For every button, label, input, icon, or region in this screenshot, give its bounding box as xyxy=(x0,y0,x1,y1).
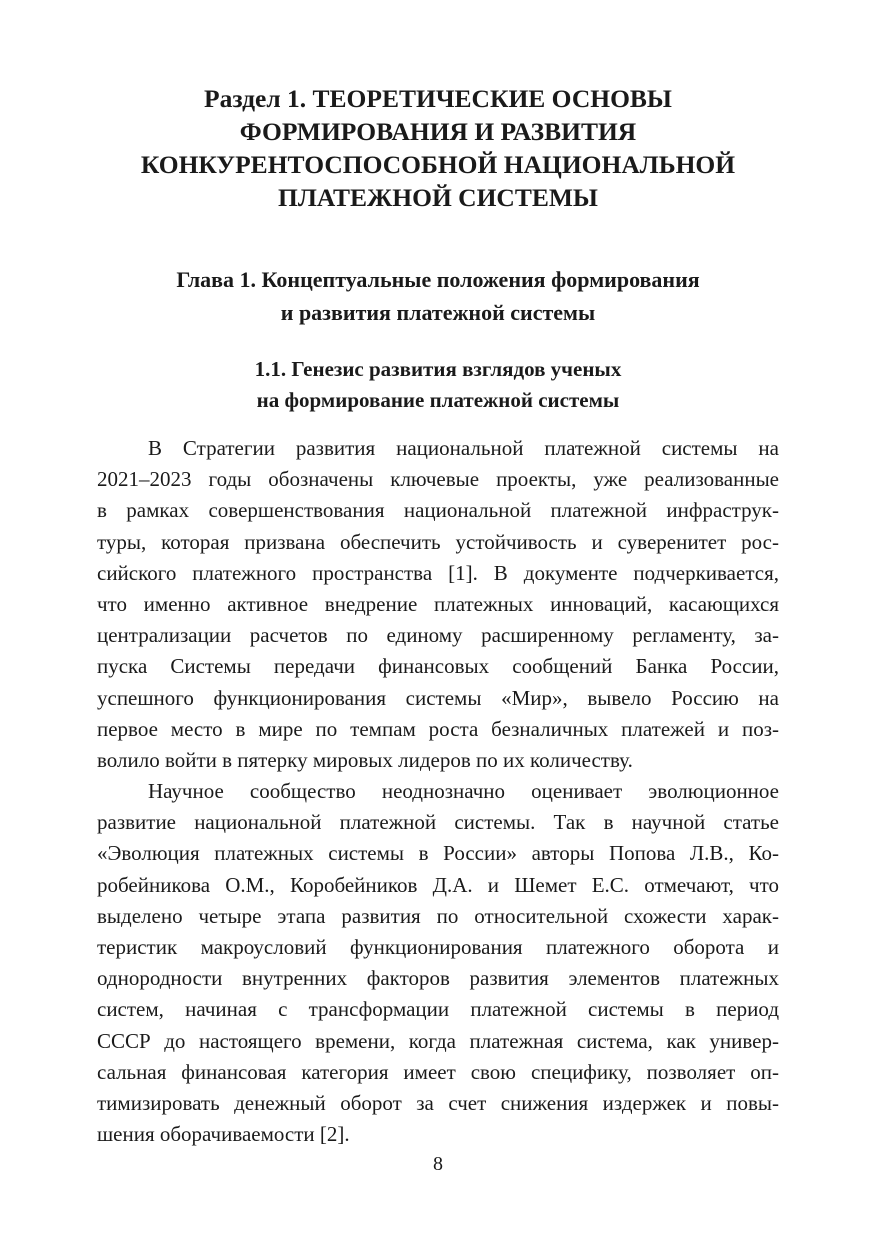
text-line: первое место в мире по темпам роста безналичных платежей и поз- xyxy=(97,716,779,741)
text-line: «Эволюция платежных системы в России» авторы Попова Л.В., Ко- xyxy=(97,841,779,866)
text-line: СССР до настоящего времени, когда платежная система, как универ- xyxy=(97,1028,779,1053)
text-line: Научное сообщество неоднозначно оценивает эволюционное xyxy=(148,779,779,804)
chapter-title-line: и развития платежной системы xyxy=(280,300,596,325)
text-line: сальная финансовая категория имеет свою специфику, позволяет оп- xyxy=(97,1059,779,1084)
text-line: В Стратегии развития национальной платежной системы на xyxy=(148,436,779,460)
paragraph xyxy=(97,776,779,1150)
chapter-title-line: Глава 1. Концептуальные положения формирования xyxy=(176,267,700,292)
text-line: теристик макроусловий функционирования платежного оборота и xyxy=(97,935,779,959)
section-title xyxy=(97,82,779,214)
text-line: 2021–2023 годы обозначены ключевые проекты, уже реализованные xyxy=(97,467,779,492)
subsection-title-line: на формирование платежной системы xyxy=(256,388,620,412)
text-line: систем, начиная с трансформации платежной системы в период xyxy=(97,997,779,1022)
text-line: развитие национальной платежной системы. Так в научной статье xyxy=(97,810,779,835)
text-line: централизации расчетов по единому расширенному регламенту, за- xyxy=(97,623,779,648)
text-line: робейникова О.М., Коробейников Д.А. и Шемет Е.С. отмечают, что xyxy=(97,872,779,897)
text-line: что именно активное внедрение платежных инноваций, касающихся xyxy=(97,591,779,616)
text-line: пуска Системы передачи финансовых сообщений Банка России, xyxy=(97,654,779,679)
body-text xyxy=(97,433,779,1150)
section-title-line: Раздел 1. ТЕОРЕТИЧЕСКИЕ ОСНОВЫ xyxy=(204,84,672,113)
text-line: туры, которая призвана обеспечить устойчивость и суверенитет рос- xyxy=(97,529,779,554)
text-line: волило войти в пятерку мировых лидеров по их количеству. xyxy=(97,747,633,772)
subsection-title-line: 1.1. Генезис развития взглядов ученых xyxy=(254,357,622,381)
text-line: выделено четыре этапа развития по относительной схожести харак- xyxy=(97,903,779,928)
text-line: в рамках совершенствования национальной платежной инфраструк- xyxy=(97,498,779,523)
text-line: шения оборачиваемости [2]. xyxy=(97,1122,350,1147)
section-title-line: ФОРМИРОВАНИЯ И РАЗВИТИЯ xyxy=(239,117,637,146)
book-page xyxy=(97,0,779,1240)
section-title-line: КОНКУРЕНТОСПОСОБНОЙ НАЦИОНАЛЬНОЙ xyxy=(140,150,736,179)
text-line: сийского платежного пространства [1]. В документе подчеркивается, xyxy=(97,560,779,585)
page-number: 8 xyxy=(433,1153,443,1175)
text-line: однородности внутренних факторов развития элементов платежных xyxy=(97,966,779,991)
paragraph xyxy=(97,433,779,776)
text-line: тимизировать денежный оборот за счет снижения издержек и повы- xyxy=(97,1090,779,1115)
text-line: успешного функционирования системы «Мир», вывело Россию на xyxy=(97,685,779,710)
section-title-line: ПЛАТЕЖНОЙ СИСТЕМЫ xyxy=(278,183,598,212)
chapter-title xyxy=(97,263,779,329)
subsection-title xyxy=(97,354,779,416)
